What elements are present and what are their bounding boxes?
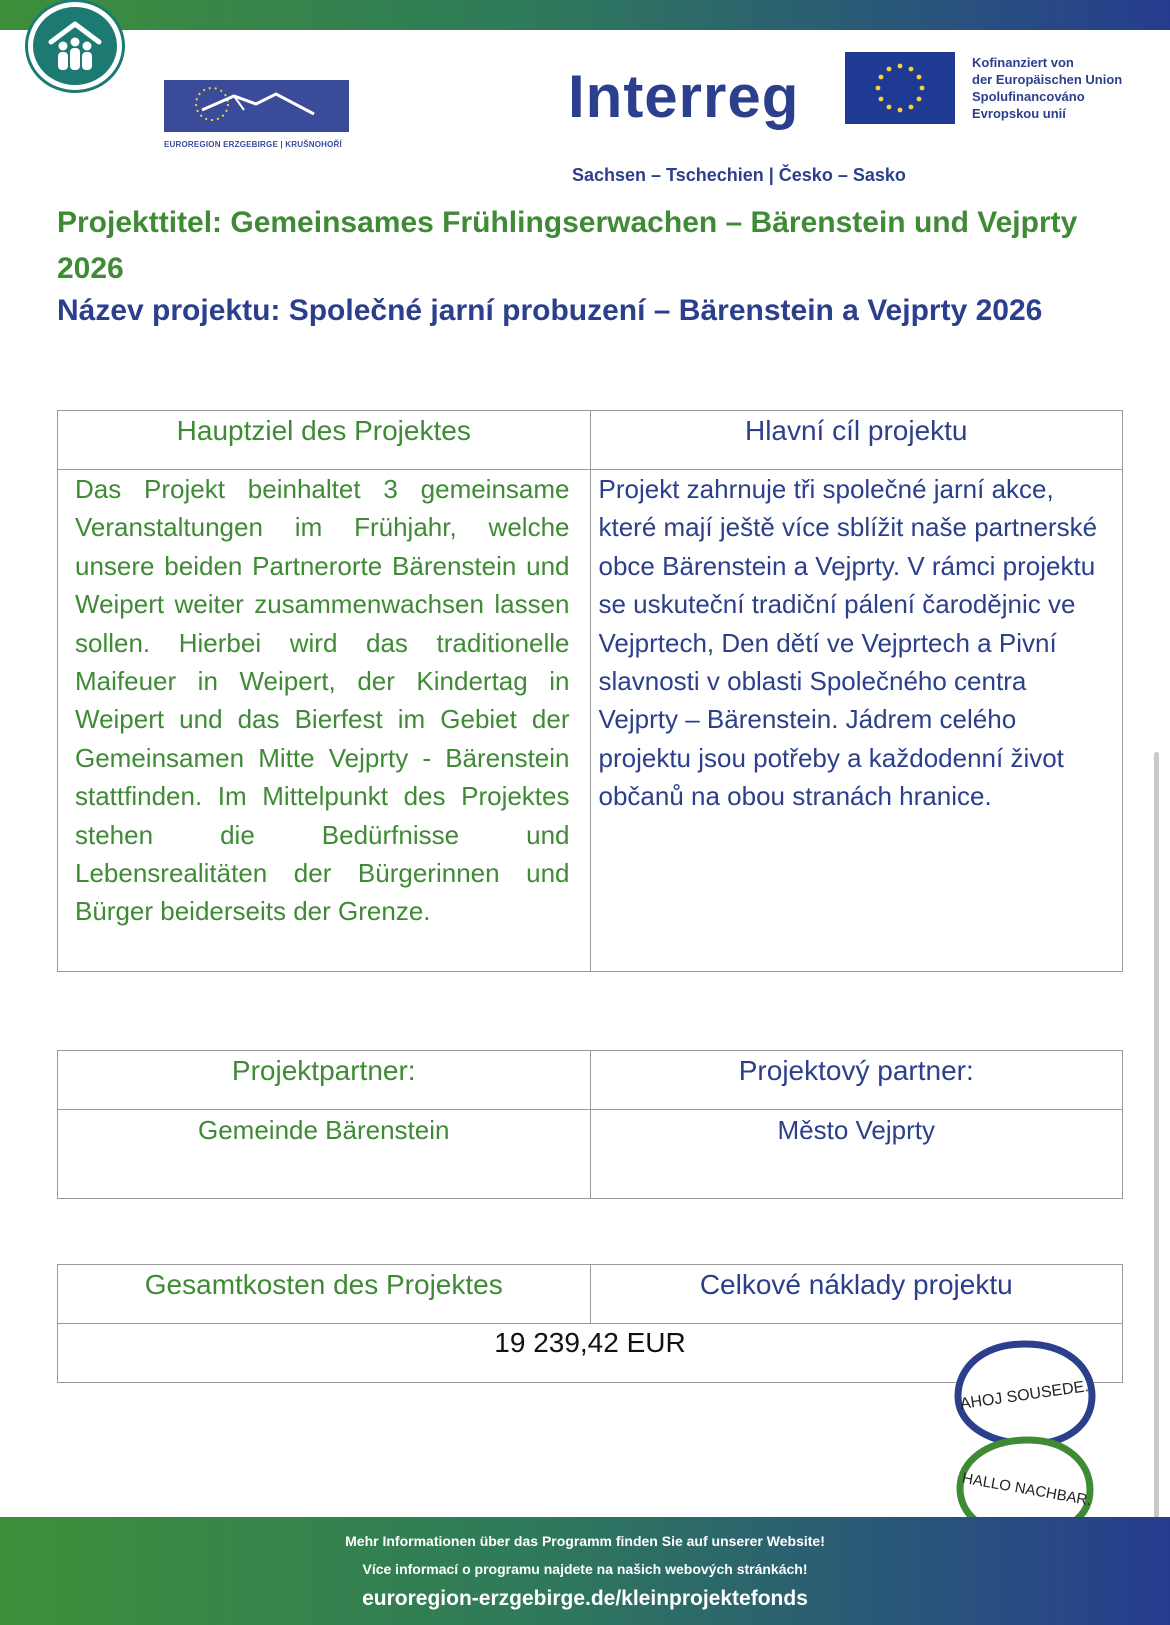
cost-header-de: Gesamtkosten des Projektes: [58, 1265, 591, 1324]
people-house-icon: [45, 18, 105, 74]
goal-table: [57, 410, 1123, 972]
partner-value-cz: Město Vejprty: [590, 1110, 1123, 1199]
goal-header-de: Hauptziel des Projektes: [58, 411, 591, 470]
mountain-stars-icon: [164, 80, 349, 132]
footer-info-cz: Více informací o programu najdete na našich webových stránkách!: [362, 1561, 808, 1577]
cost-value: 19 239,42 EUR: [58, 1324, 1123, 1383]
eu-text-line: Spolufinancováno: [972, 89, 1085, 104]
goal-text-de: Das Projekt beinhaltet 3 gemeinsame Veranstaltungen im Frühjahr, welche unsere beiden Partnerorte Bärenstein und Weipert weiter zusammenwachsen lassen sollen. Hierbei wird das traditionelle Maifeuer in Weipert, der Kindertag in Weipert und das Bierfest im Gebiet der Gemeinsamen Mitte Vejprty - Bärenstein stattfinden. Im Mittelpunkt des Projektes stehen die Bedürfnisse und Lebensrealitäten der Bürgerinnen und Bürger beiderseits der Grenze.: [58, 470, 591, 972]
euroregion-caption: EUROREGION ERZGEBIRGE | KRUŠNOHOŘÍ: [164, 140, 342, 149]
footer: [0, 1517, 1170, 1625]
cost-header-cz: Celkové náklady projektu: [590, 1265, 1123, 1324]
community-logo: [28, 2, 122, 90]
partner-value-de: Gemeinde Bärenstein: [58, 1110, 591, 1199]
top-color-bar: [0, 0, 1170, 30]
goal-header-cz: Hlavní cíl projektu: [590, 411, 1123, 470]
eu-text-line: Kofinanziert von: [972, 55, 1074, 70]
badge-ahoj: AHOJ SOUSEDE.: [958, 1378, 1090, 1413]
footer-url-link[interactable]: euroregion-erzgebirge.de/kleinprojektefonds: [362, 1587, 808, 1610]
project-title-de: Projekttitel: Gemeinsames Frühlingserwachen – Bärenstein und Vejprty 2026: [57, 206, 1078, 285]
project-title-cz: Název projektu: Společné jarní probuzení – Bärenstein a Vejprty 2026: [57, 294, 1043, 327]
euroregion-logo: [164, 80, 352, 156]
eu-text-line: der Europäischen Union: [972, 72, 1123, 87]
neighbour-badges: [950, 1340, 1100, 1540]
eu-flag-icon: [845, 52, 955, 124]
partner-header-cz: Projektový partner:: [590, 1051, 1123, 1110]
footer-info-de: Mehr Informationen über das Programm finden Sie auf unserer Website!: [345, 1533, 825, 1549]
goal-text-cz: Projekt zahrnuje tři společné jarní akce, které mají ještě více sblížit naše partnerské obce Bärenstein a Vejprty. V rámci projektu se uskuteční tradiční pálení čarodějnic ve Vejprtech, Den dětí ve Vejprtech a Pivní slavnosti v oblasti Společného centra Vejprty – Bärenstein. Jádrem celého projektu jsou potřeby a každodenní život občanů na obou stranách hranice.: [590, 470, 1123, 972]
program-name: Sachsen – Tschechien | Česko – Sasko: [572, 165, 906, 185]
partner-table: [57, 1050, 1123, 1199]
interreg-logo-text: Interreg: [568, 63, 800, 130]
eu-cofinanced-text: [972, 54, 1122, 122]
partner-header-de: Projektpartner:: [58, 1051, 591, 1110]
badge-hallo: HALLO NACHBAR.: [960, 1469, 1093, 1510]
eu-text-line: Evropskou unií: [972, 106, 1066, 121]
scrollbar[interactable]: [1154, 752, 1159, 1518]
